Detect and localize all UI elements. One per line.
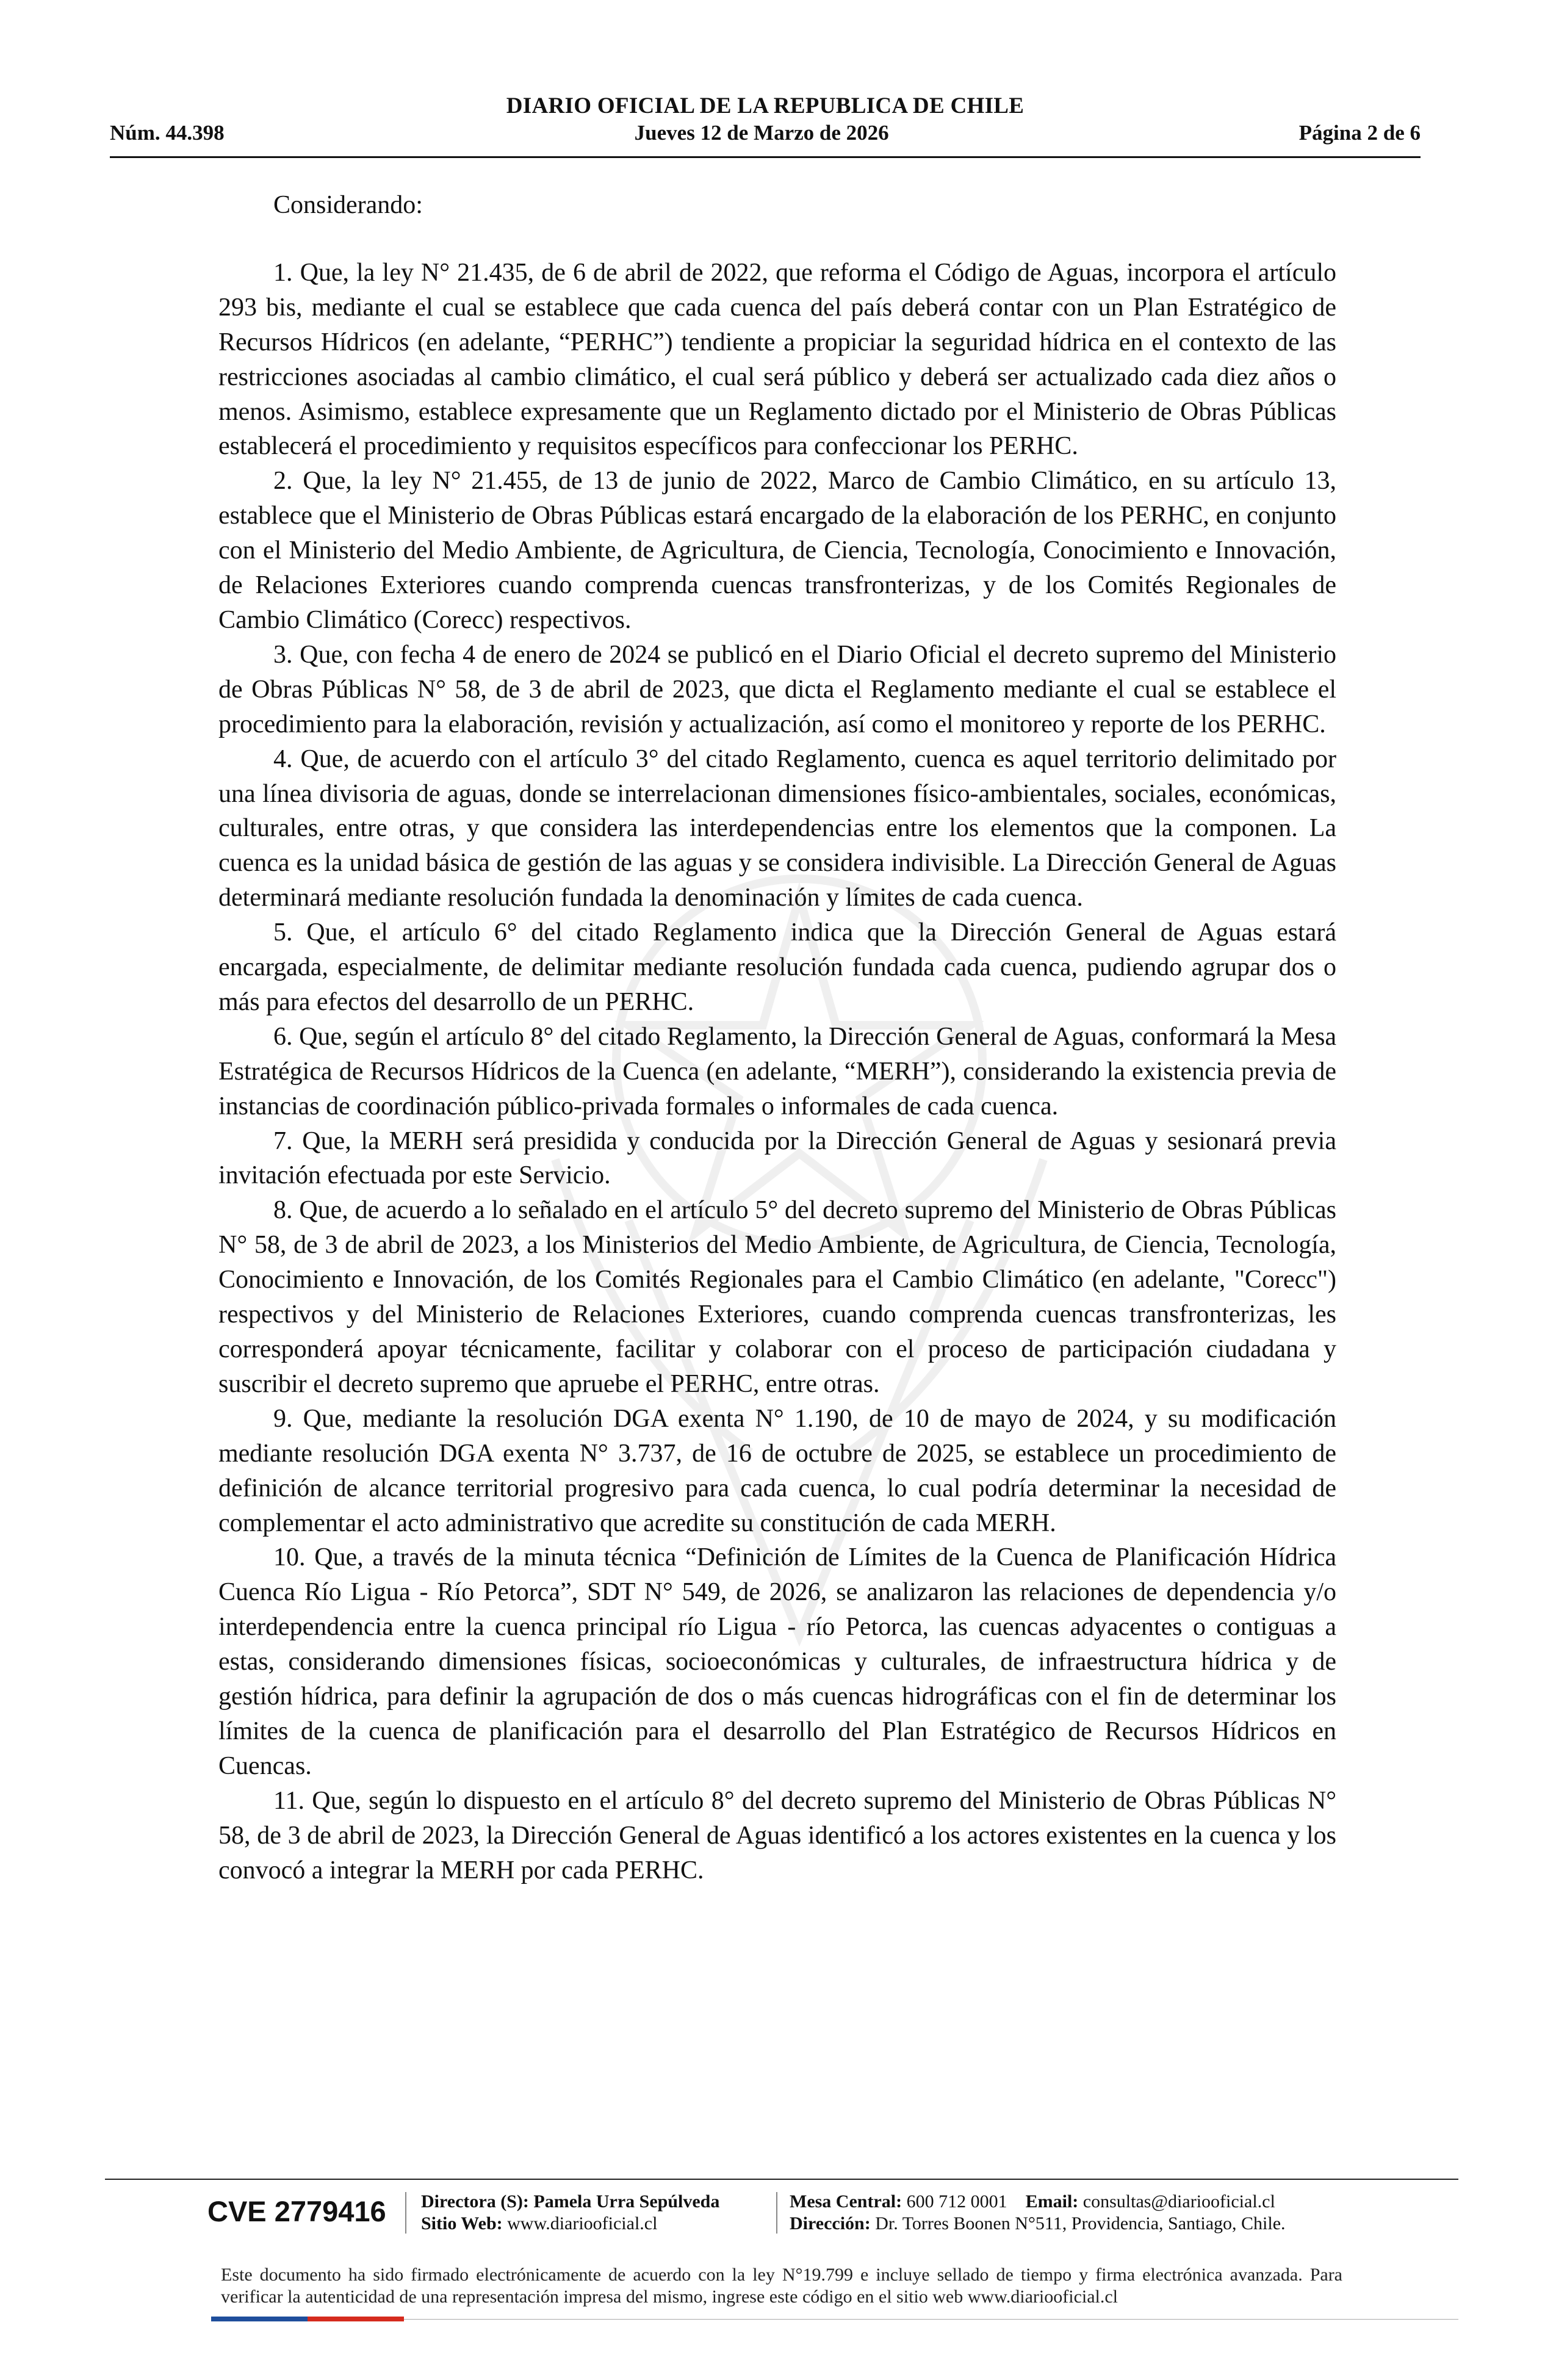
footer-divider — [105, 2179, 1458, 2180]
issue-date: Jueves 12 de Marzo de 2026 — [634, 121, 889, 145]
phone-number: 600 712 0001 — [906, 2191, 1007, 2212]
address-label: Dirección: — [790, 2213, 871, 2234]
recital-paragraph: 6. Que, según el artículo 8° del citado Reglamento, la Dirección General de Aguas, conformará la Mesa Estratégica de Recursos Hídricos de la Cuenca (en adelante, “MERH”), considerando la existencia previa de instancias de coordinación público-privada formales o informales de cada cuenca. — [218, 1022, 1336, 1120]
recital-paragraph: 9. Que, mediante la resolución DGA exenta N° 1.190, de 10 de mayo de 2024, y su modificación mediante resolución DGA exenta N° 3.737, de 16 de octubre de 2025, se establece un procedimiento de definición de alcance territorial progresivo para cada cuenca, lo cual podría determinar la necesidad de complementar el acto administrativo que acredite su constitución de cada MERH. — [218, 1404, 1336, 1537]
website-label: Sitio Web: — [421, 2213, 503, 2234]
recital-paragraph: 10. Que, a través de la minuta técnica “Definición de Límites de la Cuenca de Planificación Hídrica Cuenca Río Ligua - Río Petorca”, SDT N° 549, de 2026, se analizaron las relaciones de dependencia y/o interdependencia entre la cuenca principal río Ligua - río Petorca, las cuencas adyacentes o contiguas a estas, considerando dimensiones físicas, socioeconómicas y culturales, de infraestructura hídrica y de gestión hídrica, para definir la agrupación de dos o más cuencas hidrográficas con el fin de determinar los límites de la cuenca de planificación para el desarrollo del Plan Estratégico de Recursos Hídricos en Cuencas. — [218, 1543, 1336, 1780]
recital-paragraph: 11. Que, según lo dispuesto en el artículo 8° del decreto supremo del Ministerio de Obras Públicas N° 58, de 3 de abril de 2023, la Dirección General de Aguas identificó a los actores existentes en la cuenca y los convocó a integrar la MERH por cada PERHC. — [218, 1786, 1336, 1884]
electronic-signature-notice: Este documento ha sido firmado electrónicamente de acuerdo con la ley N°19.799 e incluye sellado de tiempo y firma electrónica avanzada. Para verificar la autenticidad de una representación impresa del mismo, ingrese este código en el sitio web www.diariooficial.cl — [221, 2265, 1342, 2307]
recital-paragraph: 1. Que, la ley N° 21.435, de 6 de abril de 2022, que reforma el Código de Aguas, incorpora el artículo 293 bis, mediante el cual se establece que cada cuenca del país deberá contar con un Plan Estratégico de Recursos Hídricos (en adelante, “PERHC”) tendiente a propiciar la seguridad hídrica en el contexto de las restricciones asociadas al cambio climático, el cual será público y deberá ser actualizado cada diez años o menos. Asimismo, establece expresamente que un Reglamento dictado por el Ministerio de Obras Públicas establecerá el procedimiento y requisitos específicos para confeccionar los PERHC. — [218, 258, 1336, 461]
flag-blue-segment — [211, 2317, 308, 2321]
gazette-title: DIARIO OFICIAL DE LA REPUBLICA DE CHILE — [506, 93, 1025, 118]
footer-director-block — [421, 2191, 719, 2235]
email-label: Email: — [1025, 2191, 1079, 2212]
recital-paragraph: 2. Que, la ley N° 21.455, de 13 de junio de 2022, Marco de Cambio Climático, en su artículo 13, establece que el Ministerio de Obras Públicas estará encargado de la elaboración de los PERHC, en conjunto con el Ministerio del Medio Ambiente, de Agricultura, de Ciencia, Tecnología, Conocimiento e Innovación, de Relaciones Exteriores cuando comprenda cuencas transfronterizas, y de los Comités Regionales de Cambio Climático (Corecc) respectivos. — [218, 467, 1336, 634]
header-divider — [110, 156, 1421, 158]
recital-paragraph: 3. Que, con fecha 4 de enero de 2024 se publicó en el Diario Oficial el decreto supremo del Ministerio de Obras Públicas N° 58, de 3 de abril de 2023, que dicta el Reglamento mediante el cual se establece el procedimiento para la elaboración, revisión y actualización, así como el monitoreo y reporte de los PERHC. — [218, 640, 1336, 738]
footer-separator — [405, 2192, 406, 2234]
page-header — [110, 93, 1421, 160]
director-name: Pamela Urra Sepúlveda — [533, 2191, 720, 2212]
recital-paragraph: 5. Que, el artículo 6° del citado Reglamento indica que la Dirección General de Aguas estará encargada, especialmente, de delimitar mediante resolución fundada cada cuenca, pudiendo agrupar dos o más para efectos del desarrollo de un PERHC. — [218, 918, 1336, 1016]
footer-contact-block — [790, 2191, 1286, 2235]
flag-red-segment — [308, 2317, 404, 2321]
website-link[interactable]: www.diariooficial.cl — [507, 2213, 658, 2234]
phone-label: Mesa Central: — [790, 2191, 902, 2212]
address-text: Dr. Torres Boonen N°511, Providencia, Santiago, Chile. — [875, 2213, 1286, 2234]
bottom-divider — [404, 2319, 1458, 2320]
page-indicator: Página 2 de 6 — [1298, 121, 1421, 145]
flag-color-strip — [211, 2317, 404, 2321]
footer-separator — [776, 2192, 777, 2234]
recital-paragraph: 4. Que, de acuerdo con el artículo 3° del citado Reglamento, cuenca es aquel territorio delimitado por una línea divisoria de aguas, donde se interrelacionan dimensiones físico-ambientales, sociales, económicas, culturales, entre otras, y que considera las interdependencias entre los elementos que la componen. La cuenca es la unidad básica de gestión de las aguas y se considera indivisible. La Dirección General de Aguas determinará mediante resolución fundada la denominación y límites de cada cuenca. — [218, 745, 1336, 912]
considering-heading: Considerando: — [273, 191, 423, 219]
page-footer — [0, 2190, 1556, 2251]
recital-paragraph: 8. Que, de acuerdo a lo señalado en el artículo 5° del decreto supremo del Ministerio de Obras Públicas N° 58, de 3 de abril de 2023, a los Ministerios del Medio Ambiente, de Agricultura, de Ciencia, Tecnología, Conocimiento e Innovación, de los Comités Regionales para el Cambio Climático (en adelante, "Corecc") respectivos y del Ministerio de Relaciones Exteriores, cuando comprenda cuencas transfronterizas, les corresponderá apoyar técnicamente, facilitar y colaborar con el proceso de participación ciudadana y suscribir el decreto supremo que apruebe el PERHC, entre otras. — [218, 1196, 1336, 1398]
document-body — [218, 188, 1336, 1888]
cve-code: CVE 2779416 — [207, 2195, 386, 2227]
recital-paragraph: 7. Que, la MERH será presidida y conducida por la Dirección General de Aguas y sesionará previa invitación efectuada por este Servicio. — [218, 1127, 1336, 1190]
director-label: Directora (S): — [421, 2191, 529, 2212]
email-link[interactable]: consultas@diariooficial.cl — [1082, 2191, 1275, 2212]
issue-number: Núm. 44.398 — [110, 121, 225, 145]
